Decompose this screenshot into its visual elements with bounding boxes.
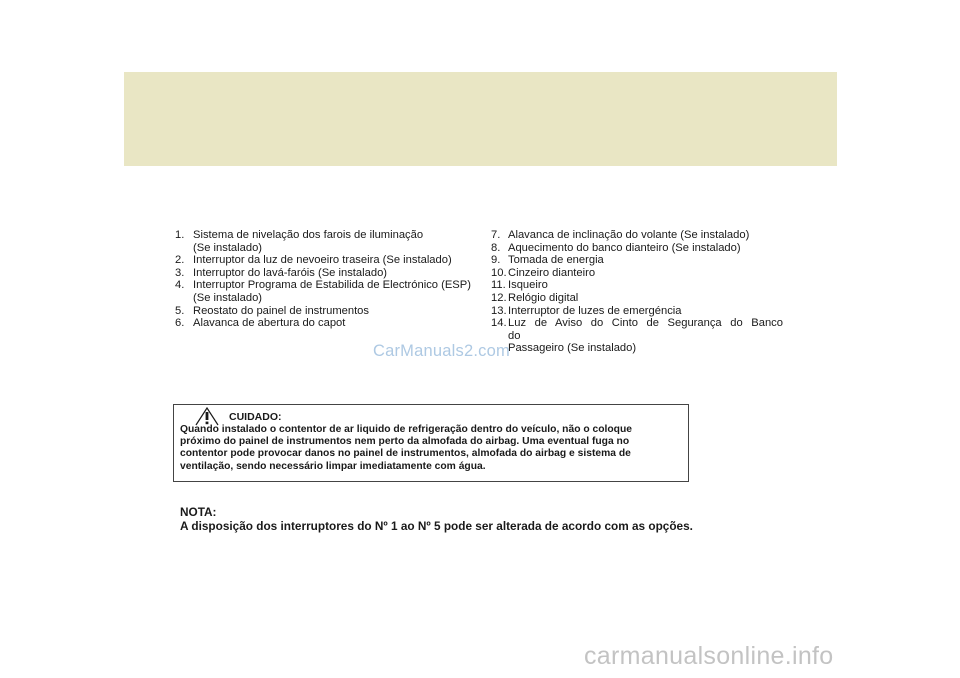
note-text: A disposição dos interruptores do Nº 1 ao Nº 5 pode ser alterada de acordo com as opções. xyxy=(180,519,693,533)
list-item: 2. Interruptor da luz de nevoeiro traseira (Se instalado) xyxy=(175,254,452,267)
caution-text: Quando instalado o contentor de ar liquido de refrigeração dentro do veículo, não o coloque próximo do painel de instrumentos nem perto da almofada do airbag. Uma eventual fuga no contentor pode provocar danos no painel de instrumentos, almofada do airbag e sistema de ventilação, sendo necessário limpar imediatamente com água. xyxy=(180,424,632,472)
list-item: 5. Reostato do painel de instrumentos xyxy=(175,304,370,317)
list-item-continuation: (Se instalado) xyxy=(193,241,263,254)
list-item: 1. Sistema de nivelação dos farois de iluminação xyxy=(175,229,424,241)
warning-triangle-icon xyxy=(194,407,220,426)
caution-box xyxy=(173,404,689,482)
caution-header xyxy=(180,405,682,424)
header-banner xyxy=(124,72,837,166)
list-item: 3. Interruptor do lavá-faróis (Se instalado) xyxy=(175,266,388,279)
list-item: 9. Tomada de energia xyxy=(491,254,604,267)
list-item: 4. Interruptor Programa de Estabilida de Electrónico (ESP) xyxy=(175,279,471,292)
watermark-carmanuals2: CarManuals2.com xyxy=(373,342,510,360)
list-item-continuation: (Se instalado) xyxy=(193,291,263,304)
caution-title: CUIDADO: xyxy=(229,411,282,423)
list-item: 6. Alavanca de abertura do capot xyxy=(175,317,346,330)
list-item: 12. Relógio digital xyxy=(491,291,579,304)
note-block xyxy=(180,505,760,533)
list-item: 7. Alavanca de inclinação do volante (Se instalado) xyxy=(491,229,750,241)
list-item: 13. Interruptor de luzes de emergéncia xyxy=(491,304,682,317)
list-item-continuation: Passageiro (Se instalado) xyxy=(508,342,637,355)
list-item: 14. Luz de Aviso do Cinto de Segurança do Banco do xyxy=(491,317,783,342)
note-title: NOTA: xyxy=(180,505,217,519)
list-item: 11. Isqueiro xyxy=(491,279,548,292)
watermark-carmanualsonline: carmanualsonline.info xyxy=(584,642,834,670)
list-item: 8. Aquecimento do banco dianteiro (Se instalado) xyxy=(491,241,741,254)
controls-list-left xyxy=(175,229,475,330)
list-item: 10. Cinzeiro dianteiro xyxy=(491,266,596,279)
controls-list-right xyxy=(491,229,783,355)
